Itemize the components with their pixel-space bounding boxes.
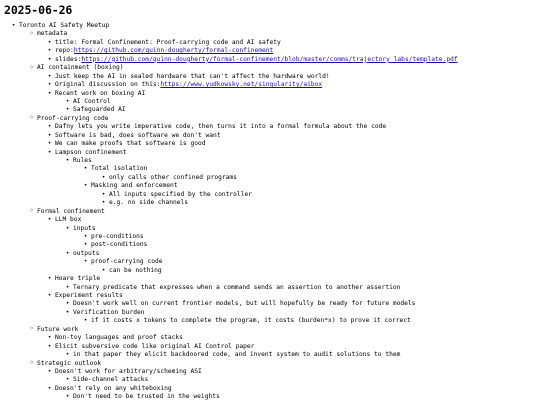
bullet-icon bbox=[64, 309, 71, 317]
bullet-icon bbox=[46, 123, 53, 131]
outline-item bbox=[0, 284, 540, 292]
bullet-icon bbox=[46, 81, 53, 89]
outline-item bbox=[0, 241, 540, 249]
outline-item bbox=[0, 98, 540, 106]
bullet-icon bbox=[46, 216, 53, 224]
outline-item-text: Ternary predicate that expresses when a command sends an assertion to another assertion bbox=[73, 283, 401, 291]
outline-item bbox=[0, 191, 540, 199]
bullet-icon bbox=[82, 182, 89, 190]
outline-item bbox=[0, 30, 540, 38]
outline-item bbox=[0, 250, 540, 258]
outline-item-text: Formal confinement bbox=[37, 207, 105, 215]
outline-item bbox=[0, 199, 540, 207]
outline-link[interactable]: https://github.com/quinn-dougherty/formal-confinement bbox=[73, 47, 274, 55]
outline-item-text: Doesn't work for arbitrary/scheming ASI bbox=[55, 367, 202, 375]
outline-link[interactable]: https://www.yudkowsky.net/singularity/aibox bbox=[160, 81, 323, 89]
outline-item-text: metadata bbox=[37, 30, 68, 38]
outline-item-text: Toronto AI Safety Meetup bbox=[19, 22, 110, 29]
outline-item bbox=[0, 334, 540, 342]
bullet-icon bbox=[46, 275, 53, 283]
outline-item bbox=[0, 47, 540, 55]
outline-item bbox=[0, 275, 540, 283]
outline-item bbox=[0, 39, 540, 47]
outline-item-text: Hoare triple bbox=[55, 275, 101, 283]
outline-item bbox=[0, 233, 540, 241]
outline-item bbox=[0, 225, 540, 233]
bullet-icon bbox=[100, 191, 107, 199]
outline-item-text: only calls other confined programs bbox=[109, 173, 237, 181]
bullet-icon bbox=[64, 284, 71, 292]
outline-item-text: Strategic outlook bbox=[37, 359, 101, 367]
outline-link[interactable]: https://github.com/quinn-dougherty/formal-confinement/blob/master/comms/trajectory_labs/template.pdf bbox=[81, 55, 458, 63]
bullet-icon bbox=[64, 250, 71, 258]
outline-item-text: if it costs x tokens to complete the program, it costs (burden*x) to prove it correct bbox=[91, 317, 411, 325]
bullet-icon bbox=[64, 225, 71, 233]
outline-item-text: LLM box bbox=[55, 216, 82, 224]
outline-item-text: Doesn't work well on current frontier models, but will hopefully be ready for future models bbox=[73, 300, 416, 308]
outline-item-text: in that paper they elicit backdoored code, and invent system to audit solutions to them bbox=[73, 351, 401, 359]
outline-item-text: e.g. no side channels bbox=[109, 199, 189, 207]
outline-item-text: can be nothing bbox=[109, 266, 162, 274]
circle-icon bbox=[28, 325, 35, 334]
outline-item bbox=[0, 360, 540, 368]
outline-item bbox=[0, 157, 540, 165]
bullet-icon bbox=[64, 376, 71, 384]
outline-item bbox=[0, 267, 540, 275]
outline-item bbox=[0, 258, 540, 266]
bullet-icon bbox=[46, 368, 53, 376]
circle-icon bbox=[28, 30, 35, 39]
outline-item bbox=[0, 165, 540, 173]
bullet-icon bbox=[82, 258, 89, 266]
bullet-icon bbox=[64, 157, 71, 165]
outline-item bbox=[0, 317, 540, 325]
outline-item bbox=[0, 123, 540, 131]
bullet-icon bbox=[82, 241, 89, 249]
bullet-icon bbox=[46, 73, 53, 81]
bullet-icon bbox=[64, 351, 71, 359]
bullet-icon bbox=[82, 317, 89, 325]
bullet-icon bbox=[64, 300, 71, 308]
outline-item-text: title: Formal Confinement: Proof-carrying code and AI safety bbox=[55, 38, 281, 46]
bullet-icon bbox=[100, 174, 107, 182]
notes-outline bbox=[0, 22, 540, 402]
outline-item bbox=[0, 115, 540, 123]
outline-item bbox=[0, 73, 540, 81]
outline-item bbox=[0, 132, 540, 140]
outline-item bbox=[0, 81, 540, 89]
bullet-icon bbox=[64, 106, 71, 114]
outline-item-text: inputs bbox=[73, 224, 96, 232]
outline-item bbox=[0, 140, 540, 148]
bullet-icon bbox=[64, 393, 71, 401]
outline-item bbox=[0, 300, 540, 308]
bullet-icon bbox=[46, 56, 53, 64]
outline-item bbox=[0, 90, 540, 98]
outline-item-text: Total isolation bbox=[91, 165, 148, 173]
circle-icon bbox=[28, 64, 35, 73]
circle-icon bbox=[28, 114, 35, 123]
outline-item-text: Masking and enforcement bbox=[91, 182, 178, 190]
bullet-icon bbox=[46, 39, 53, 47]
bullet-icon bbox=[46, 140, 53, 148]
outline-item bbox=[0, 208, 540, 216]
outline-item-text: All inputs specified by the controller bbox=[109, 190, 252, 198]
outline-item bbox=[0, 182, 540, 190]
outline-item-text: repo: bbox=[55, 47, 74, 55]
outline-item-text: post-conditions bbox=[91, 241, 148, 249]
bullet-icon bbox=[64, 98, 71, 106]
outline-item-text: Verification burden bbox=[73, 308, 145, 316]
outline-item bbox=[0, 56, 540, 64]
outline-item bbox=[0, 326, 540, 334]
bullet-icon bbox=[46, 343, 53, 351]
outline-item-text: Future work bbox=[37, 325, 79, 333]
outline-item-text: Lampson confinement bbox=[55, 148, 127, 156]
outline-item-text: AI Control bbox=[73, 97, 111, 105]
outline-item bbox=[0, 216, 540, 224]
outline-item bbox=[0, 22, 540, 30]
bullet-icon bbox=[46, 149, 53, 157]
outline-item bbox=[0, 376, 540, 384]
outline-item-text: slides: bbox=[55, 55, 82, 63]
circle-icon bbox=[28, 359, 35, 368]
outline-item-text: outputs bbox=[73, 249, 100, 257]
outline-item-text: Side-channel attacks bbox=[73, 376, 149, 384]
bullet-icon bbox=[10, 22, 17, 30]
outline-item bbox=[0, 351, 540, 359]
outline-item-text: Rules bbox=[73, 157, 92, 164]
outline-item-text: AI containment (boxing) bbox=[37, 64, 124, 72]
outline-item-text: Software is bad, does software we don't want bbox=[55, 131, 221, 139]
outline-item bbox=[0, 149, 540, 157]
outline-item bbox=[0, 64, 540, 72]
bullet-icon bbox=[100, 267, 107, 275]
outline-item-text: Safeguarded AI bbox=[73, 106, 126, 114]
outline-item-text: Just keep the AI in sealed hardware that can't affect the hardware world! bbox=[55, 72, 330, 80]
bullet-icon bbox=[46, 90, 53, 98]
bullet-icon bbox=[46, 132, 53, 140]
outline-item-text: Don't need to be trusted in the weights bbox=[73, 393, 220, 401]
outline-item bbox=[0, 393, 540, 401]
outline-item-text: Dafny lets you write imperative code, then turns it into a formal formula about the code bbox=[55, 123, 387, 131]
bullet-icon bbox=[100, 199, 107, 207]
outline-item-text: proof-carrying code bbox=[91, 258, 163, 266]
outline-item bbox=[0, 368, 540, 376]
outline-item-text: Non-toy languages and proof stacks bbox=[55, 334, 183, 342]
outline-item-text: Experiment results bbox=[55, 292, 123, 299]
outline-item bbox=[0, 385, 540, 393]
outline-item-text: We can make proofs that software is good bbox=[55, 140, 206, 148]
outline-item-text: Original discussion on this: bbox=[55, 81, 161, 89]
outline-item bbox=[0, 106, 540, 114]
outline-item bbox=[0, 292, 540, 300]
bullet-icon bbox=[46, 334, 53, 342]
outline-item-text: Elicit subversive code like original AI Control paper bbox=[55, 342, 255, 350]
outline-item-text: Recent work on boxing AI bbox=[55, 89, 146, 97]
outline-item bbox=[0, 174, 540, 182]
page-title: 2025-06-26 bbox=[4, 3, 73, 17]
outline-item-text: pre-conditions bbox=[91, 232, 144, 240]
bullet-icon bbox=[82, 165, 89, 173]
bullet-icon bbox=[46, 385, 53, 393]
outline-item-text: Doesn't rely on any whiteboxing bbox=[55, 384, 172, 392]
circle-icon bbox=[28, 207, 35, 216]
outline-item bbox=[0, 309, 540, 317]
bullet-icon bbox=[46, 292, 53, 300]
bullet-icon bbox=[82, 233, 89, 241]
bullet-icon bbox=[46, 47, 53, 55]
outline-item bbox=[0, 343, 540, 351]
outline-item-text: Proof-carrying code bbox=[37, 114, 109, 122]
